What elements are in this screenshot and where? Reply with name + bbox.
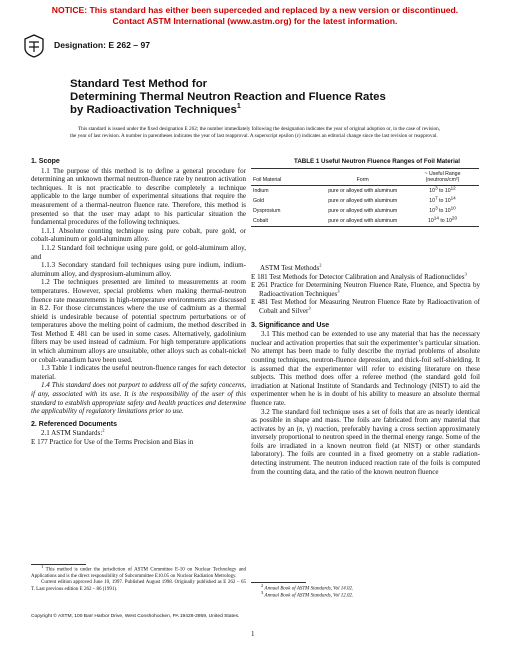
title-line-3: by Radioactivation Techniques$^1$ <box>70 103 241 116</box>
left-footnotes <box>31 564 246 593</box>
cell-range: $10^{14}$ to $10^{20}$ <box>406 216 479 227</box>
footnote-3: $^3$ Annual Book of ASTM Standards, Vol 12.02. <box>261 589 354 599</box>
supersession-notice <box>0 5 510 27</box>
table-row <box>251 186 479 197</box>
para-1-1-1: 1.1.1 Absolute counting technique using pure cobalt, pure gold, or cobalt-aluminum or gold-aluminum alloy. <box>31 226 246 244</box>
scope-heading: 1. Scope <box>31 158 60 165</box>
table-header-form: Form <box>319 169 406 186</box>
footnote-1a: $^1$ This method is under the jurisdiction of ASTM Committee E-10 on Nuclear Technology and Applications and is the direct responsibility of Subcommittee E10.05 on Nuclear Radiation Metrology. <box>31 564 246 579</box>
significance-heading: 3. Significance and Use <box>251 321 330 329</box>
title-line-1: Standard Test Method for <box>70 78 208 90</box>
cell-material: Indium <box>253 188 269 194</box>
document-title <box>70 78 450 117</box>
right-column <box>251 264 480 476</box>
ref-e481: E 481 Test Method for Measuring Neutron Fluence Rate by Radioactivation of Cobalt and Silver$^3$ <box>251 298 480 315</box>
table-header-range: ~ Useful Range (neutrons/cm²) <box>406 169 479 186</box>
table-row <box>251 216 479 227</box>
para-1-3: 1.3 Table 1 indicates the useful neutron-fluence ranges for each detector material. <box>31 364 246 381</box>
cell-range: $10^3$ to $10^{10}$ <box>429 205 456 214</box>
left-column <box>31 158 246 447</box>
cell-material: Cobalt <box>251 216 319 227</box>
astm-test-methods: ASTM Test Methods$^2$ <box>260 262 322 272</box>
para-1-4: 1.4 This standard does not purport to address all of the safety concerns, if any, associated with its use. It is the responsibility of the user of this standard to establish appropriate safety and health practices and determine the applicability of regulatory limitations prior to use. <box>31 381 246 416</box>
para-1-1-3: 1.1.3 Secondary standard foil techniques using pure indium, indium-aluminum alloy, and dysprosium-aluminum alloy. <box>31 261 246 278</box>
cell-material: Dysprosium <box>253 208 281 214</box>
notice-line-1: NOTICE: This standard has either been superceded and replaced by a new version or discontinued. <box>51 5 459 15</box>
title-line-2: Determining Thermal Neutron Reaction and Fluence Rates <box>70 91 386 103</box>
table-1-title: TABLE 1 Useful Neutron Fluence Ranges of Foil Material <box>294 158 460 165</box>
title-footnote-ref: 1 <box>236 103 241 111</box>
cell-material: Gold <box>253 198 264 204</box>
astm-logo <box>24 34 44 58</box>
table-header-material: Foil Material <box>251 169 319 186</box>
table-row <box>251 206 479 216</box>
cell-form: pure or alloyed with aluminum <box>328 188 398 194</box>
ref-e177: E 177 Practice for Use of the Terms Precision and Bias in <box>31 438 194 446</box>
cell-form: pure or alloyed with aluminum <box>328 208 398 214</box>
cell-range: $10^3$ to $10^{12}$ <box>429 185 456 194</box>
ref-e181: E 181 Test Methods for Detector Calibration and Analysis of Radionuclides$^3$ <box>251 271 467 281</box>
cell-range: $10^7$ to $10^{14}$ <box>429 195 456 204</box>
footnote-rule-left <box>31 564 86 565</box>
cell-form: pure or alloyed with aluminum <box>328 198 398 204</box>
copyright-line: Copyright © ASTM, 100 Barr Harbor Drive, West Conshohocken, PA 19428-2959, United States. <box>31 614 240 619</box>
referenced-documents-heading: 2. Referenced Documents <box>31 420 117 428</box>
para-2-1: 2.1 ASTM Standards:$^2$ <box>41 428 105 438</box>
notice-line-2: Contact ASTM International (www.astm.org) for the latest information. <box>112 16 398 26</box>
footnote-1b: Current edition approved June 10, 1997. Published August 1998. Originally published as E 262 – 65 T. Last previous edition E 262 – 86 (1991). <box>31 580 246 592</box>
table-row <box>251 196 479 206</box>
ref-e261: E 261 Practice for Determining Neutron Fluence Rate, Fluence, and Spectra by Radioactivation Techniques$^3$ <box>251 281 480 298</box>
right-footnotes <box>251 583 480 600</box>
footnote-2: $^2$ Annual Book of ASTM Standards, Vol 14.02. <box>261 583 354 592</box>
cell-form: pure or alloyed with aluminum <box>319 216 406 227</box>
para-1-1: 1.1 The purpose of this method is to define a general procedure for determining an unknown thermal neutron-fluence rate by neutron activation techniques. It is not practicable to describe completely a technique applicable to the large number of experimental situations that require the measurement of a thermal-neutron fluence rate. Therefore, this method is presented so that the user may adapt to his particular situation the fundamental procedures of the following techniques. <box>31 166 246 227</box>
para-3-2: 3.2 The standard foil technique uses a set of foils that are as nearly identical as possible in shape and mass. The foils are fabricated from any material that activates by an (n, γ) reaction, preferably having a cross section approximately inversely proportional to neutron speed in the thermal energy range. Some of the foils are irradiated in a known neutron field (at NIST) or other standards laboratory). The foils are counted in a fixed geometry on a stable radiation-detecting instrument. The neutron induced reaction rate of the foils is computed from the counting data, and the ratio of the known neutron fluence <box>251 407 480 476</box>
issuance-statement: This standard is issued under the fixed designation E 262; the number immediately following the designation indicates the year of original adoption or, in the case of revision, the year of last revision. A number in parentheses indicates the year of last reapproval. A superscript epsilon (ε) indicates an editorial change since the last revision or reapproval. <box>70 126 440 139</box>
para-1-2: 1.2 The techniques presented are limited to measurements at room temperatures. However, special problems when making thermal-neutron fluence rate measurements in high-temperature environments are discussed in 8.2. For those circumstances where the use of cadmium as a thermal shield is undesirable because of potential spectrum perturbations or of temperatures above the melting point of cadmium, the method described in Test Method E 481 can be used in some cases. Alternatively, gadolinium filters may be used instead of cadmium. For high temperature applications in which aluminum alloys are unsuitable, other alloys such as cobalt-nickel or cobalt-vanadium have been used. <box>31 278 246 364</box>
table-1 <box>251 168 479 227</box>
para-3-1: 3.1 This method can be extended to use any material that has the necessary nuclear and activation properties that suit the experimenter’s particular situation. No attempt has been made to fully describe the myriad problems of absolute counting techniques, neutron-fluence depression, and thick-foil self-shielding. It is assumed that the experimenter will refer to existing literature on these subjects. This method does offer a referee method (the standard gold foil irradiation at National Institute of Standards and Technology (NIST) to aid the experimenter when he is in doubt of his ability to measure an absolute thermal fluence rate. <box>251 330 480 407</box>
designation: Designation: E 262 – 97 <box>54 40 150 50</box>
page-number: 1 <box>251 630 255 638</box>
para-1-1-2: 1.1.2 Standard foil technique using pure gold, or gold-aluminum alloy, and <box>31 243 246 261</box>
footnote-rule-right <box>251 582 306 583</box>
